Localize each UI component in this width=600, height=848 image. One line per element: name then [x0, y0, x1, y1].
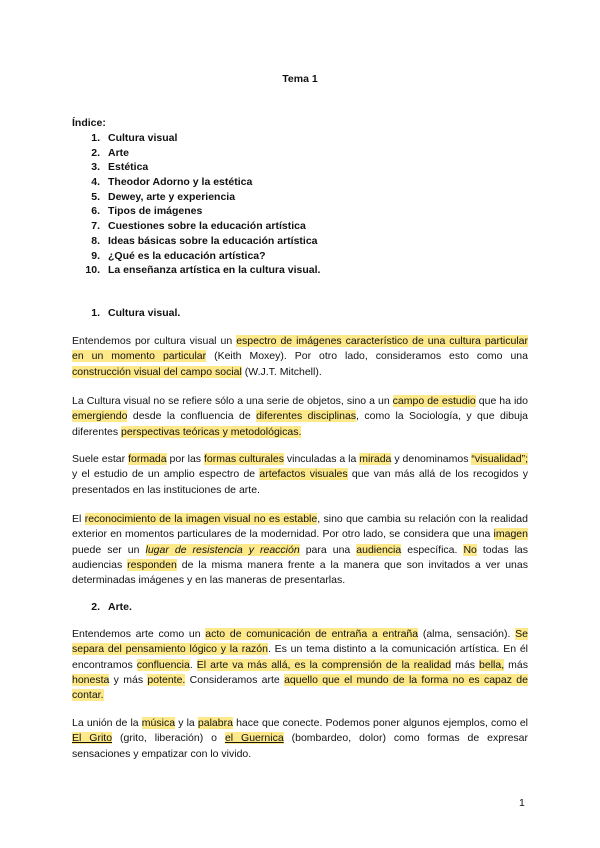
- highlight: honesta: [72, 673, 110, 686]
- highlight: artefactos visuales: [259, 468, 348, 481]
- paragraph: Entendemos arte como un acto de comunicación de entraña a entraña (alma, sensación). Se separa del pensamiento lógico y la razón. Es un tema distinto a la comunicación artística. En él encontramos confluencia. El arte va más allá, es la comprensión de la realidad más bella, más honesta y más potente. Consideramos arte aquello que el mundo de la forma no es capaz de contar.: [72, 628, 528, 702]
- highlight: imagen: [493, 528, 528, 541]
- section-heading-arte: 2. Arte.: [91, 601, 132, 613]
- document-title: Tema 1: [282, 73, 318, 85]
- index-item: 3. Estética: [91, 161, 149, 174]
- highlight: perspectivas teóricas y metodológicas.: [121, 425, 302, 438]
- highlight: “visualidad”;: [471, 453, 528, 465]
- highlight: formas culturales: [203, 453, 284, 465]
- highlight: potente.: [147, 673, 186, 686]
- index-item: 5. Dewey, arte y experiencia: [91, 190, 236, 203]
- page-number: 1: [519, 797, 525, 809]
- highlight: música: [141, 717, 176, 729]
- highlight: Se separa del pensamiento lógico y la razón: [72, 628, 528, 656]
- highlight: audiencia: [356, 543, 402, 556]
- paragraph: La Cultura visual no se refiere sólo a una serie de objetos, sino a un campo de estudio que ha ido emergiendo desde la confluencia de diferentes disciplinas, como la Sociología, y que dibuja diferentes perspectivas teóricas y metodológicas.: [72, 395, 529, 438]
- index-item: 10. La enseñanza artística en la cultura visual.: [85, 264, 321, 277]
- index-item: 2. Arte: [91, 146, 130, 159]
- index-item: 1. Cultura visual: [91, 132, 178, 144]
- index-item: 7. Cuestiones sobre la educación artística: [91, 220, 306, 233]
- paragraph: Suele estar formada por las formas culturales vinculadas a la mirada y denominamos “visualidad”; y el estudio de un amplio espectro de artefactos visuales que van más allá de los recogidos y presentados en las instituciones de arte.: [72, 453, 528, 496]
- highlight: acto de comunicación de entraña a entraña: [205, 628, 419, 640]
- paragraph: La unión de la música y la palabra hace que conecte. Podemos poner algunos ejemplos, como el El Grito (grito, liberación) o el Guernica (bombardeo, dolor) como formas de expresar sensaciones y empatizar con lo vivido.: [72, 717, 528, 760]
- highlight: El arte va más allá, es la comprensión de la realidad: [196, 658, 452, 671]
- highlight: construcción visual del campo social: [72, 365, 242, 378]
- highlight: No: [463, 543, 477, 556]
- highlight: El Grito: [72, 732, 113, 745]
- paragraph: Entendemos por cultura visual un espectro de imágenes característico de una cultura particular en un momento particular (Keith Moxey). Por otro lado, consideramos esto como una construcción visual del campo social (W.J.T. Mitchell).: [72, 335, 529, 378]
- highlight: diferentes disciplinas: [256, 410, 357, 423]
- index-item: 8. Ideas básicas sobre la educación artística: [91, 234, 318, 247]
- highlight: confluencia: [136, 658, 190, 671]
- highlight: campo de estudio: [392, 395, 476, 407]
- highlight: formada: [128, 453, 167, 465]
- highlight: el Guernica: [224, 732, 284, 745]
- index-list: [72, 131, 320, 278]
- highlight: reconocimiento de la imagen visual no es estable: [84, 513, 318, 525]
- highlight: palabra: [197, 717, 233, 729]
- highlight: emergiendo: [72, 410, 128, 423]
- highlight: lugar de resistencia y reacción: [145, 543, 300, 556]
- index-item: 6. Tipos de imágenes: [91, 205, 203, 218]
- index-heading: Índice:: [72, 117, 106, 129]
- highlight: espectro de imágenes característico de una cultura particular en un momento particular: [72, 335, 529, 363]
- highlight: responden: [127, 558, 177, 571]
- highlight: mirada: [359, 453, 392, 465]
- section-heading-cultura-visual: 1. Cultura visual.: [91, 307, 181, 319]
- highlight: aquello que el mundo de la forma no es capaz de contar.: [72, 673, 528, 702]
- paragraph: El reconocimiento de la imagen visual no es estable, sino que cambia su relación con la realidad exterior en momentos particulares de la modernidad. Por otro lado, se considera que una imagen puede ser un lugar de resistencia y reacción para una audiencia específica. No todas las audiencias responden de la misma manera frente a la manera que son invitados a ver unas determinadas imágenes y en las maneras de presentarlas.: [72, 513, 529, 587]
- highlight: bella,: [479, 658, 505, 671]
- index-item: 9. ¿Qué es la educación artística?: [91, 249, 266, 262]
- index-item: 4. Theodor Adorno y la estética: [91, 176, 253, 189]
